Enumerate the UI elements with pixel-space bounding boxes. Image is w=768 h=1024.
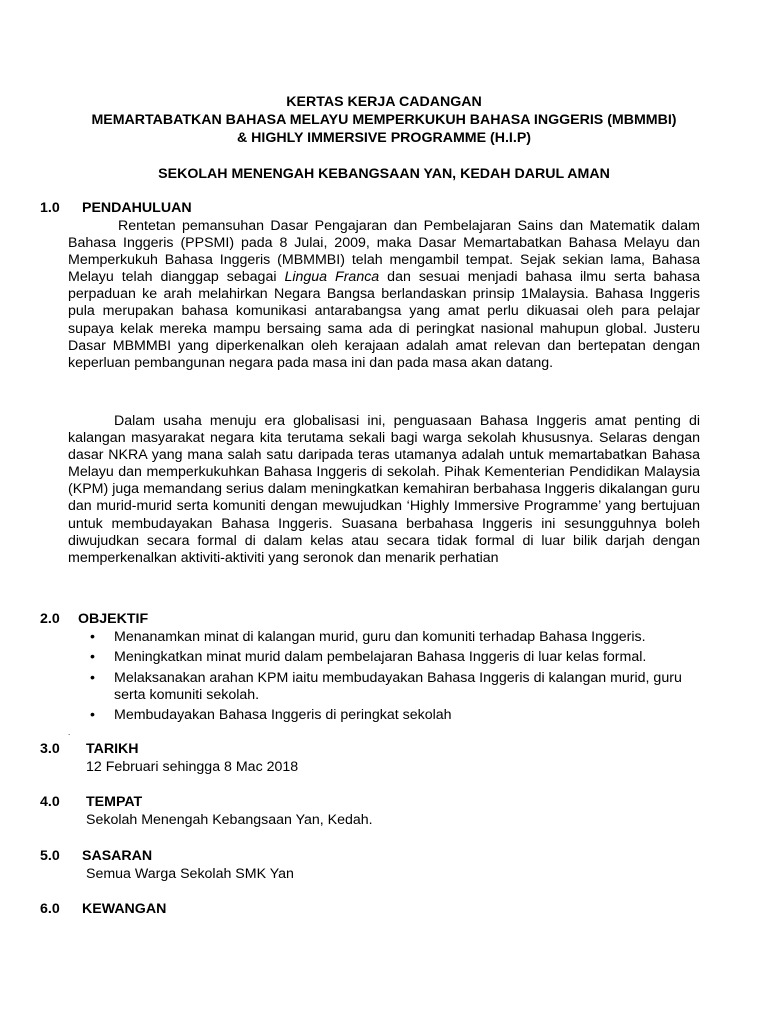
list-item [84,649,704,666]
section-number: 4.0 [40,794,60,810]
section-heading-tarikh [40,740,139,758]
bullet-icon: • [90,629,95,645]
paragraph [68,413,700,567]
list-item [84,707,704,724]
section-title: TARIKH [86,741,139,757]
section-title: KEWANGAN [82,901,167,917]
section-number: 3.0 [40,741,60,757]
paragraph-text: dan sesuai menjadi bahasa ilmu serta bahasa perpaduan ke arah melahirkan Negara Bangsa berlandaskan prinsip 1Malaysia. Bahasa Inggeris pula merupakan bahasa komunikasi antarabangsa yang amat perlu dikuasai oleh para pelajar supaya kelak mereka mampu bersaing sama ada di peringkat nasional mahupun global. Justeru Dasar MBMMBI yang diperkenalkan oleh kerajaan adalah amat relevan dan bertepatan dengan keperluan pembangunan negara pada masa ini dan pada masa akan datang. [68,269,700,371]
section-heading-kewangan [40,900,166,918]
tempat-value: Sekolah Menengah Kebangsaan Yan, Kedah. [86,812,373,828]
italic-term: Lingua Franca [284,269,380,286]
section-title: TEMPAT [86,794,143,810]
objektif-list [84,629,704,727]
sasaran-value: Semua Warga Sekolah SMK Yan [86,866,294,882]
title-line-1: KERTAS KERJA CADANGAN [286,94,482,110]
section-heading-objektif [40,610,148,628]
school-name: SEKOLAH MENENGAH KEBANGSAAN YAN, KEDAH DARUL AMAN [158,166,610,182]
pendahuluan-body [68,218,700,372]
paragraph-text: Rentetan pemansuhan Dasar Pengajaran dan Pembelajaran Sains dan Matematik dalam Bahasa Inggeris (PPSMI) pada 8 Julai, 2009, maka Dasar Memartabatkan Bahasa Melayu dan Memperkukuh Bahasa Inggeris (MBMMBI) telah mengambil tempat. Sejak sekian lama, Bahasa Melayu telah dianggap sebagai [68,218,700,286]
paragraph [68,218,700,372]
section-title: OBJEKTIF [78,611,149,627]
section-heading-sasaran [40,847,152,865]
title-line-3: & HIGHLY IMMERSIVE PROGRAMME (H.I.P) [236,130,532,146]
list-item [84,670,704,705]
list-item [84,629,704,646]
pendahuluan-body-2 [68,413,700,567]
section-heading-pendahuluan [40,199,192,217]
bullet-icon: • [90,649,95,666]
list-item-text: Melaksanakan arahan KPM iaitu membudayakan Bahasa Inggeris di kalangan murid, guru serta komuniti sekolah. [114,669,682,703]
paragraph-text: Dalam usaha menuju era globalisasi ini, penguasaan Bahasa Inggeris amat penting di kalangan masyarakat negara kita terutama sekali bagi warga sekolah khususnya. Selaras dengan dasar NKRA yang mana salah satu daripada teras utamanya adalah untuk memartabatkan Bahasa Melayu dan memperkukuhkan Bahasa Inggeris di sekolah. Pihak Kementerian Pendidikan Malaysia (KPM) juga memandang serius dalam meningkatkan kemahiran berbahasa Inggeris dikalangan guru dan murid-murid serta komuniti dengan mewujudkan ‘Highly Immersive Programme’ yang bertujuan untuk membudayakan Bahasa Inggeris. Suasana berbahasa Inggeris ini sesungguhnya boleh diwujudkan secara formal di dalam kelas atau secara tidak formal di luar bilik darjah dengan memperkenalkan aktiviti-aktiviti yang seronok dan menarik perhatian [68,413,700,566]
section-title: PENDAHULUAN [82,200,192,216]
section-title: SASARAN [82,848,153,864]
section-number: 1.0 [40,200,60,216]
document-title [0,93,768,147]
section-heading-tempat [40,793,142,811]
title-line-2: MEMARTABATKAN BAHASA MELAYU MEMPERKUKUH BAHASA INGGERIS (MBMMBI) [91,112,677,128]
stray-mark: . [68,728,71,737]
section-number: 6.0 [40,901,60,917]
list-item-text: Meningkatkan minat murid dalam pembelajaran Bahasa Inggeris di luar kelas formal. [114,649,647,666]
section-number: 5.0 [40,848,60,864]
section-number: 2.0 [40,611,60,627]
tarikh-value: 12 Februari sehingga 8 Mac 2018 [86,759,299,775]
list-item-text: Membudayakan Bahasa Inggeris di peringkat sekolah [114,707,452,724]
bullet-icon: • [90,707,95,724]
bullet-icon: • [90,669,95,686]
list-item-text: Menanamkan minat di kalangan murid, guru dan komuniti terhadap Bahasa Inggeris. [114,629,646,645]
